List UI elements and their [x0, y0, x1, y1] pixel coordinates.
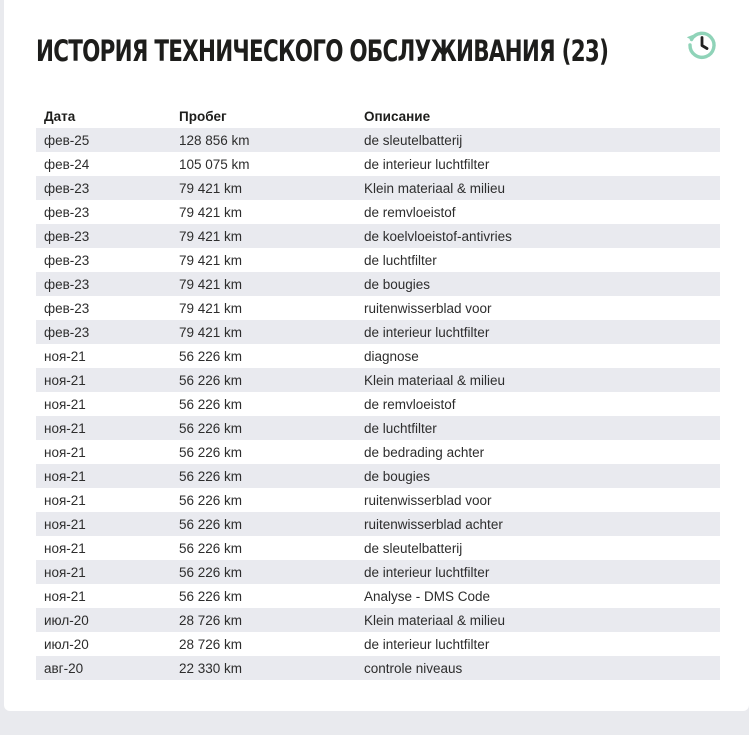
row-date: ноя-21 — [36, 416, 171, 440]
row-date: фев-23 — [36, 320, 171, 344]
table-row — [36, 536, 720, 560]
table-row — [36, 368, 720, 392]
row-date: фев-23 — [36, 200, 171, 224]
table-row — [36, 344, 720, 368]
row-description: de sleutelbatterij — [356, 128, 720, 152]
row-description: de remvloeistof — [356, 392, 720, 416]
row-date: июл-20 — [36, 632, 171, 656]
row-date: фев-23 — [36, 248, 171, 272]
row-description: diagnose — [356, 344, 720, 368]
row-mileage: 105 075 km — [171, 152, 356, 176]
row-date: ноя-21 — [36, 512, 171, 536]
row-date: ноя-21 — [36, 344, 171, 368]
row-date: ноя-21 — [36, 488, 171, 512]
table-header-row — [36, 104, 720, 128]
table-row — [36, 128, 720, 152]
table-row — [36, 608, 720, 632]
row-date: ноя-21 — [36, 368, 171, 392]
table-row — [36, 512, 720, 536]
row-description: de remvloeistof — [356, 200, 720, 224]
row-description: ruitenwisserblad achter — [356, 512, 720, 536]
page-title: ИСТОРИЯ ТЕХНИЧЕСКОГО ОБСЛУЖИВАНИЯ (23) — [36, 34, 609, 68]
table-row — [36, 632, 720, 656]
row-date: ноя-21 — [36, 560, 171, 584]
row-mileage: 56 226 km — [171, 344, 356, 368]
row-description: Analyse - DMS Code — [356, 584, 720, 608]
row-date: фев-23 — [36, 296, 171, 320]
row-description: de bougies — [356, 464, 720, 488]
row-mileage: 56 226 km — [171, 392, 356, 416]
row-description: de interieur luchtfilter — [356, 320, 720, 344]
row-mileage: 79 421 km — [171, 248, 356, 272]
table-row — [36, 488, 720, 512]
row-mileage: 128 856 km — [171, 128, 356, 152]
row-mileage: 56 226 km — [171, 584, 356, 608]
row-description: de sleutelbatterij — [356, 536, 720, 560]
row-mileage: 22 330 km — [171, 656, 356, 680]
row-date: ноя-21 — [36, 536, 171, 560]
row-mileage: 56 226 km — [171, 368, 356, 392]
row-date: фев-23 — [36, 224, 171, 248]
row-date: ноя-21 — [36, 440, 171, 464]
row-mileage: 56 226 km — [171, 560, 356, 584]
row-date: ноя-21 — [36, 464, 171, 488]
table-row — [36, 560, 720, 584]
row-mileage: 79 421 km — [171, 200, 356, 224]
row-description: de interieur luchtfilter — [356, 560, 720, 584]
maintenance-history-table — [36, 104, 720, 680]
table-row — [36, 224, 720, 248]
column-header-date: Дата — [44, 108, 76, 124]
column-header-description: Описание — [364, 108, 431, 124]
row-description: Klein materiaal & milieu — [356, 368, 720, 392]
row-date: ноя-21 — [36, 392, 171, 416]
table-row — [36, 440, 720, 464]
row-description: de interieur luchtfilter — [356, 632, 720, 656]
table-row — [36, 272, 720, 296]
row-date: июл-20 — [36, 608, 171, 632]
row-mileage: 56 226 km — [171, 416, 356, 440]
table-row — [36, 584, 720, 608]
row-description: Klein materiaal & milieu — [356, 176, 720, 200]
table-row — [36, 392, 720, 416]
row-date: фев-23 — [36, 272, 171, 296]
table-row — [36, 176, 720, 200]
table-row — [36, 248, 720, 272]
row-mileage: 56 226 km — [171, 464, 356, 488]
row-description: de bougies — [356, 272, 720, 296]
row-date: фев-24 — [36, 152, 171, 176]
table-row — [36, 416, 720, 440]
table-row — [36, 656, 720, 680]
row-mileage: 28 726 km — [171, 608, 356, 632]
row-description: de bedrading achter — [356, 440, 720, 464]
row-description: de luchtfilter — [356, 248, 720, 272]
row-description: ruitenwisserblad voor — [356, 296, 720, 320]
table-row — [36, 320, 720, 344]
row-date: авг-20 — [36, 656, 171, 680]
row-description: ruitenwisserblad voor — [356, 488, 720, 512]
table-row — [36, 296, 720, 320]
row-date: фев-23 — [36, 176, 171, 200]
row-date: фев-25 — [36, 128, 171, 152]
row-mileage: 56 226 km — [171, 536, 356, 560]
table-row — [36, 464, 720, 488]
row-description: de koelvloeistof-antivries — [356, 224, 720, 248]
row-mileage: 79 421 km — [171, 296, 356, 320]
table-row — [36, 200, 720, 224]
row-mileage: 56 226 km — [171, 512, 356, 536]
column-header-mileage: Пробег — [179, 108, 227, 124]
row-date: ноя-21 — [36, 584, 171, 608]
row-mileage: 79 421 km — [171, 320, 356, 344]
row-description: Klein materiaal & milieu — [356, 608, 720, 632]
history-clock-icon[interactable] — [685, 28, 719, 62]
table-body — [36, 128, 720, 680]
table-row — [36, 152, 720, 176]
row-mileage: 79 421 km — [171, 224, 356, 248]
row-mileage: 79 421 km — [171, 272, 356, 296]
row-mileage: 79 421 km — [171, 176, 356, 200]
row-mileage: 56 226 km — [171, 440, 356, 464]
row-description: controle niveaus — [356, 656, 720, 680]
row-mileage: 28 726 km — [171, 632, 356, 656]
row-description: de interieur luchtfilter — [356, 152, 720, 176]
row-mileage: 56 226 km — [171, 488, 356, 512]
row-description: de luchtfilter — [356, 416, 720, 440]
